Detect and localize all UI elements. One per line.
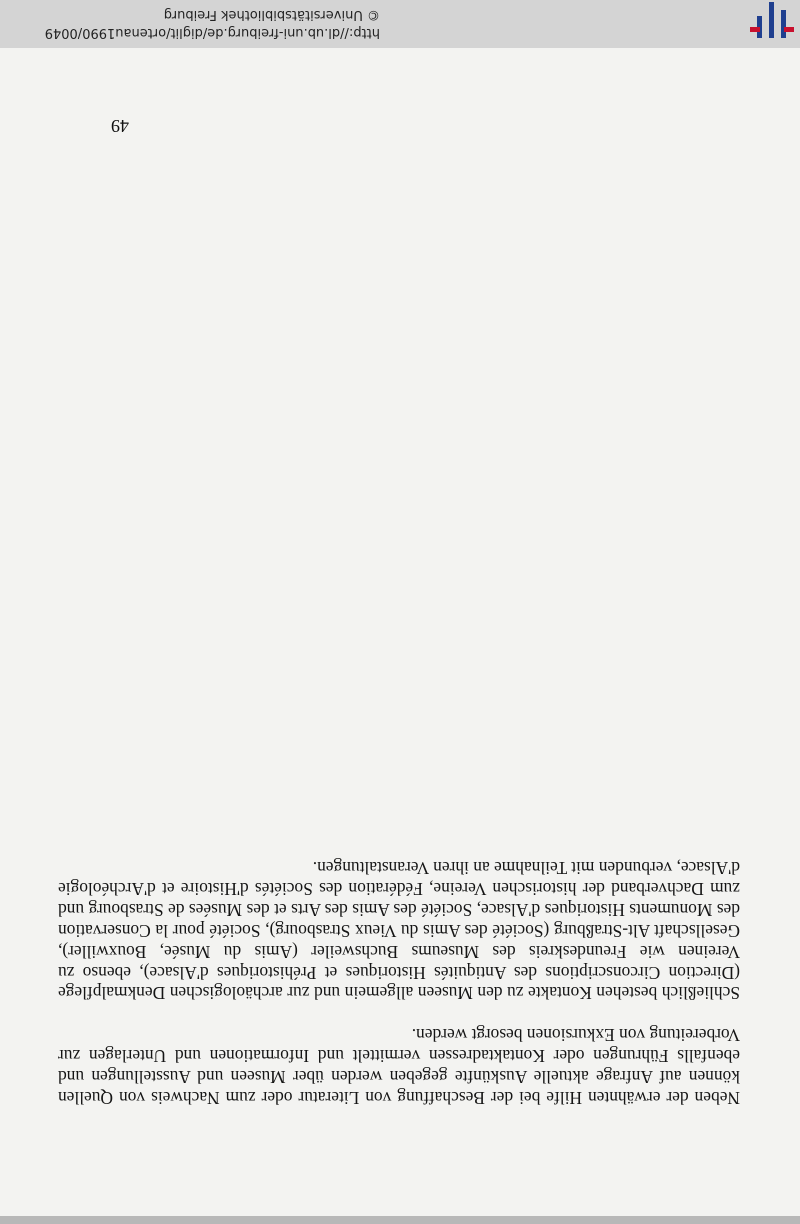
paper-sheet <box>0 48 800 1216</box>
logo-bar-left <box>781 10 786 38</box>
body-text <box>58 836 740 1108</box>
footer-bar <box>0 0 800 48</box>
source-url[interactable]: http://dl.ub.uni-freiburg.de/diglit/ortenau1990/0049 <box>44 25 380 40</box>
paragraph-1: Neben der erwähnten Hilfe bei der Beschaffung von Literatur oder zum Nachweis von Quellen können auf Anfrage aktuelle Auskünfte gegeben werden über Museen und Ausstellungen und ebenfalls Führungen oder Kontaktadressen vermittelt und Informationen und Unterlagen zur Vorbereitung von Exkursionen besorgt werden. <box>58 1025 740 1108</box>
logo-red-left <box>784 27 794 32</box>
logo-graphic <box>740 2 800 44</box>
page-number: 49 <box>111 116 129 136</box>
logo-bar-mid <box>769 2 774 38</box>
paragraph-2: Schließlich bestehen Kontakte zu den Museen allgemein und zur archäologischen Denkmalpflege (Direction Circonscriptions des Antiquités Historiques et Préhistoriques d'Alsace), ebenso zu Vereinen wie Freundeskreis des Museums Buchsweiler (Amis du Musée, Bouxwiller), Gesellschaft Alt-Straßburg (Société des Amis du Vieux Strasbourg), Société pour la Conservation des Monuments Historiques d'Alsace, Société des Amis des Arts et des Musées de Strasbourg und zum Dachverband der historischen Vereine, Fédération des Sociétés d'Histoire et d'Archéologie d'Alsace, verbunden mit Teilnahme an ihren Veranstaltungen. <box>58 858 740 1004</box>
ub-freiburg-logo-icon <box>740 2 800 44</box>
logo-red-right <box>750 27 760 32</box>
copyright-text: © Universitätsbibliothek Freiburg <box>163 7 380 22</box>
